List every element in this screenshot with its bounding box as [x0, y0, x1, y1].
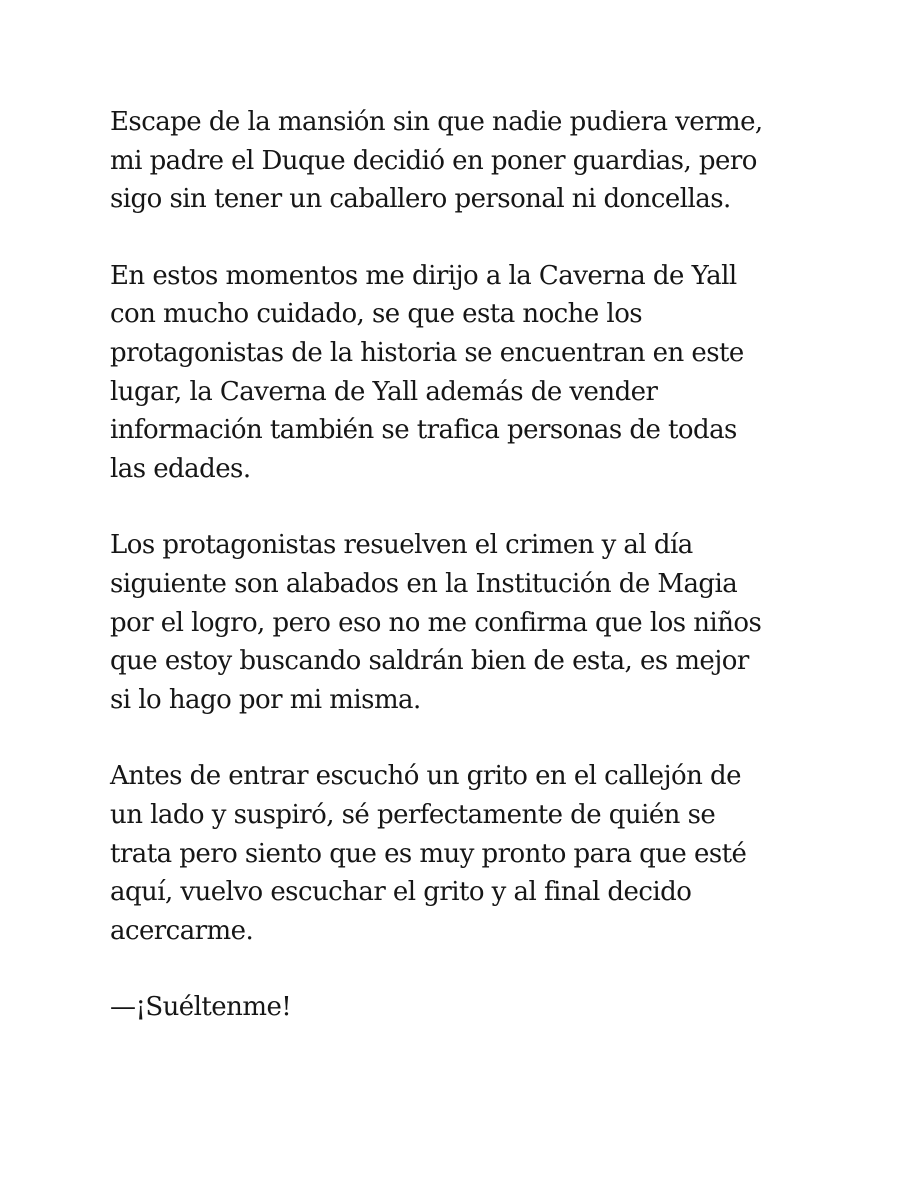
- text-line: protagonistas de la historia se encuentran en este: [110, 337, 744, 368]
- text-line: acercarme.: [110, 915, 254, 946]
- text-line: si lo hago por mi misma.: [110, 684, 421, 715]
- text-line: un lado y suspiró, sé perfectamente de quién se: [110, 799, 716, 830]
- text-line: información también se trafica personas de todas: [110, 415, 737, 446]
- text-line: trata pero siento que es muy pronto para que esté: [110, 838, 747, 869]
- text-line: sigo sin tener un caballero personal ni doncellas.: [110, 184, 731, 215]
- text-line: aquí, vuelvo escuchar el grito y al final decido: [110, 877, 692, 908]
- text-line: con mucho cuidado, se que esta noche los: [110, 299, 643, 330]
- text-line: por el logro, pero eso no me confirma que los niños: [110, 607, 762, 638]
- text-line: mi padre el Duque decidió en poner guardias, pero: [110, 145, 757, 176]
- text-line: que estoy buscando saldrán bien de esta, es mejor: [110, 646, 749, 677]
- text-line: lugar, la Caverna de Yall además de vender: [110, 376, 658, 407]
- paragraph-2: [110, 257, 810, 489]
- document-page: [110, 103, 810, 1065]
- text-line: Los protagonistas resuelven el crimen y al día: [110, 530, 693, 561]
- paragraph-4: [110, 757, 810, 950]
- text-line: las edades.: [110, 453, 251, 484]
- paragraph-5-dialogue: [110, 988, 810, 1027]
- dialogue-line: —¡Suéltenme!: [110, 992, 292, 1023]
- paragraph-3: [110, 526, 810, 719]
- text-line: Antes de entrar escuchó un grito en el callejón de: [110, 761, 741, 792]
- text-line: En estos momentos me dirijo a la Caverna de Yall: [110, 260, 737, 291]
- text-line: Escape de la mansión sin que nadie pudiera verme,: [110, 107, 763, 137]
- paragraph-1: [110, 103, 810, 219]
- text-line: siguiente son alabados en la Institución de Magia: [110, 568, 738, 599]
